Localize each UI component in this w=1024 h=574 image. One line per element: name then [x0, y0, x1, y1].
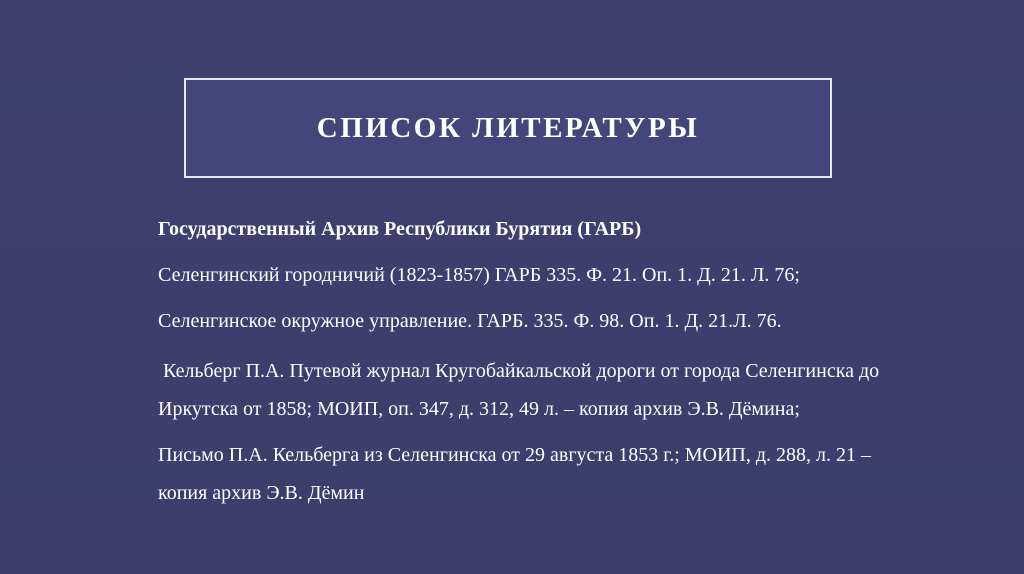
entry-line: Селенгинское окружное управление. ГАРБ. 335. Ф. 98. Оп. 1. Д. 21.Л. 76. [158, 310, 782, 332]
bibliography-entry [158, 436, 948, 512]
entry-line: Письмо П.А. Кельберга из Селенгинска от 29 августа 1853 г.; МОИП, д. 288, л. 21 – [158, 444, 872, 466]
slide-title: СПИСОК ЛИТЕРАТУРЫ [316, 111, 700, 144]
entry-line: Кельберг П.А. Путевой журнал Кругобайкальской дороги от города Селенгинска до [163, 360, 880, 382]
bibliography-entry [158, 306, 948, 336]
bibliography-entry [158, 352, 948, 428]
entry-line: Государственный Архив Республики Бурятия (ГАРБ) [158, 218, 642, 240]
bibliography-heading [158, 214, 948, 244]
bibliography-list [158, 214, 948, 520]
title-box [184, 78, 832, 178]
entry-line: Селенгинский городничий (1823-1857) ГАРБ 335. Ф. 21. Оп. 1. Д. 21. Л. 76; [158, 264, 800, 286]
bibliography-entry [158, 260, 948, 290]
entry-line: Иркутска от 1858; МОИП, оп. 347, д. 312, 49 л. – копия архив Э.В. Дёмина; [158, 398, 800, 420]
entry-line: копия архив Э.В. Дёмин [158, 482, 365, 504]
